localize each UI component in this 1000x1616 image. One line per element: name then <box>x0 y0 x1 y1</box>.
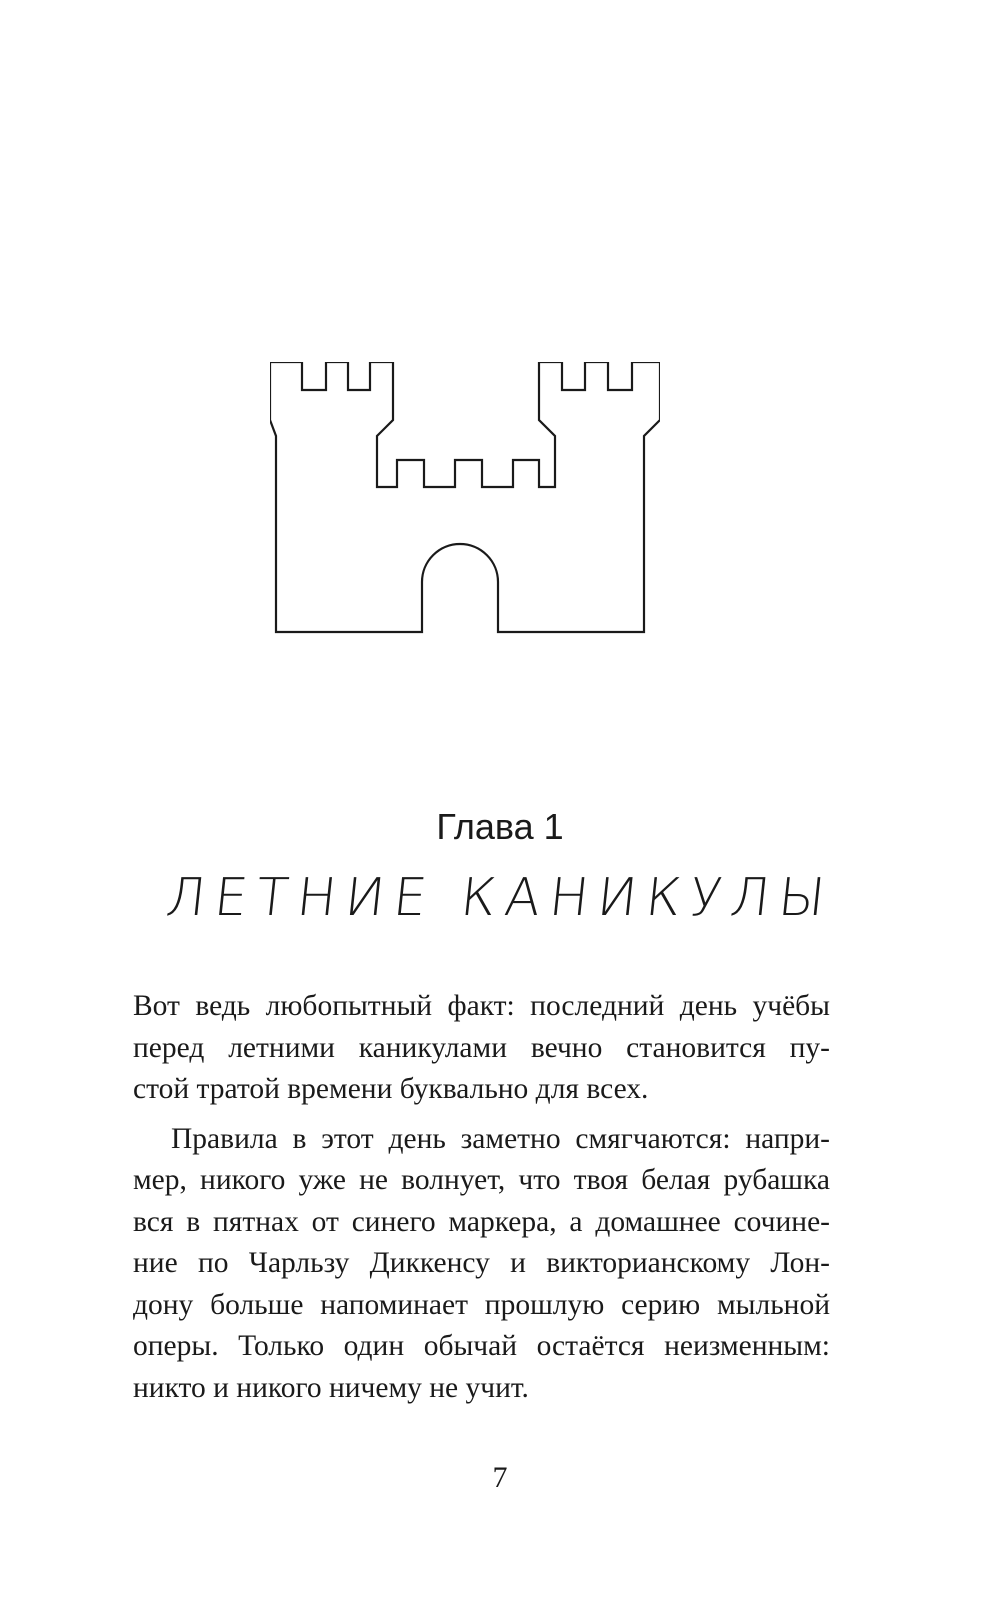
page-number: 7 <box>492 1461 508 1494</box>
text-line: ние по Чарльзу Диккенсу и викторианскому Лон- <box>133 1247 830 1279</box>
body-text <box>133 986 830 1409</box>
text-line: оперы. Только один обычай остаётся неизменным: <box>133 1330 830 1362</box>
text-line: мер, никого уже не волнует, что твоя белая рубашка <box>133 1164 830 1196</box>
text-line: перед летними каникулами вечно становится пу- <box>133 1031 830 1064</box>
text-line: вся в пятнах от синего маркера, а домашнее сочине- <box>133 1205 830 1238</box>
text-line: стой тратой времени буквально для всех. <box>133 1073 649 1105</box>
paragraph <box>133 1119 830 1410</box>
text-line: дону больше напоминает прошлую серию мыльной <box>133 1288 830 1321</box>
paragraph <box>133 986 830 1111</box>
castle-icon <box>270 362 660 657</box>
text-line: Правила в этот день заметно смягчаются: напри- <box>171 1122 830 1155</box>
chapter-title: ЛЕТНИЕ КАНИКУЛЫ <box>163 868 837 928</box>
chapter-label: Глава 1 <box>436 806 564 847</box>
text-line: никто и никого ничему не учит. <box>133 1371 529 1404</box>
text-line: Вот ведь любопытный факт: последний день учёбы <box>133 990 830 1022</box>
